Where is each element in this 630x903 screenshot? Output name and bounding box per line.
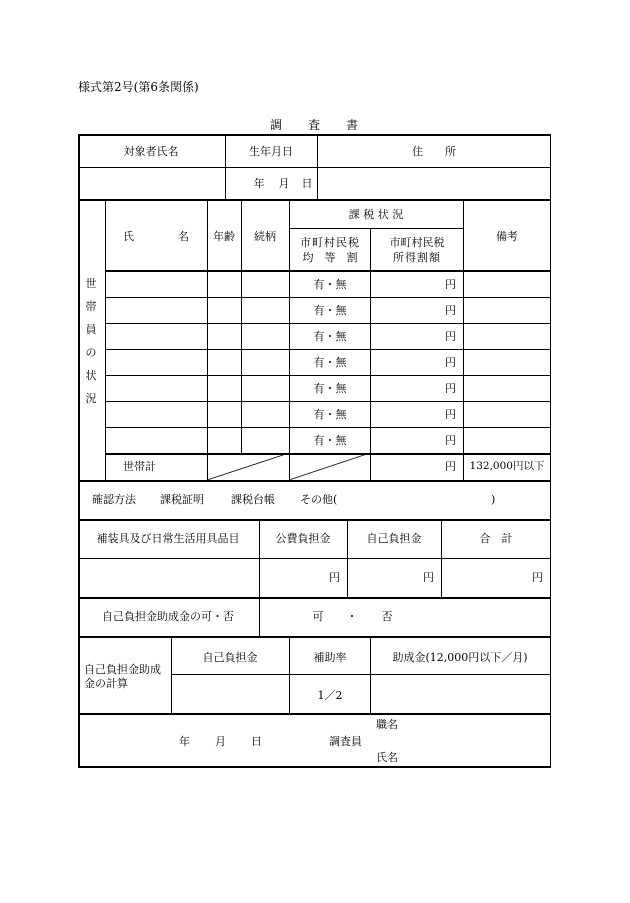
- yen-unit: 円: [445, 304, 456, 317]
- items-total-label: 合 計: [479, 532, 513, 545]
- yes-no-option[interactable]: 有・無: [313, 434, 347, 447]
- calc-label-2: 金の計算: [84, 677, 128, 690]
- calc-rate-value: 1／2: [317, 689, 343, 702]
- calc-self-burden: 自己負担金: [202, 651, 258, 664]
- yes-no-option[interactable]: 有・無: [313, 304, 347, 317]
- col-name: 氏 名: [123, 230, 189, 243]
- total-age-relation-diagonal: [207, 453, 289, 480]
- footer-day: 日: [251, 735, 262, 748]
- investigator-label: 調査員: [329, 735, 362, 748]
- grant-ok[interactable]: 可: [312, 610, 324, 623]
- birth-year: 年: [253, 177, 265, 190]
- total-limit: 132,000円以下: [469, 460, 545, 472]
- total-label: 世帯計: [123, 460, 156, 473]
- yes-no-option[interactable]: 有・無: [313, 356, 347, 369]
- col-age: 年齢: [213, 230, 235, 243]
- yes-no-option[interactable]: 有・無: [313, 278, 347, 291]
- self-burden-label: 自己負担金: [366, 532, 422, 545]
- name-label: 対象者氏名: [123, 145, 179, 158]
- calc-label-1: 自己負担金助成: [84, 663, 161, 676]
- public-burden-yen: 円: [329, 571, 340, 584]
- col-tax-status: 課 税 状 況: [348, 208, 404, 221]
- birth-day: 日: [301, 177, 313, 190]
- public-burden-label: 公費負担金: [275, 532, 331, 545]
- birth-label: 生年月日: [249, 145, 293, 158]
- col-relation: 続柄: [254, 230, 276, 243]
- grant-ng[interactable]: 否: [381, 610, 393, 623]
- yen-unit: 円: [445, 278, 456, 291]
- col-tax-equal-1: 市町村民税: [300, 236, 360, 249]
- confirm-ledger[interactable]: 課税台帳: [231, 493, 275, 506]
- yen-unit: 円: [445, 382, 456, 395]
- side-char: の: [85, 346, 97, 359]
- self-burden-yen: 円: [423, 571, 434, 584]
- side-char: 況: [85, 392, 97, 405]
- yen-unit: 円: [445, 434, 456, 447]
- side-char: 世: [85, 277, 97, 290]
- side-char: 員: [85, 323, 97, 336]
- col-remarks: 備考: [496, 230, 518, 243]
- grant-dot: ・: [346, 610, 358, 623]
- yes-no-option[interactable]: 有・無: [313, 382, 347, 395]
- yes-no-option[interactable]: 有・無: [313, 408, 347, 421]
- title-char-1: 調: [269, 118, 283, 132]
- calc-rate-label: 補助率: [313, 651, 347, 664]
- calc-grant-label: 助成金(12,000円以下／月): [392, 651, 528, 664]
- col-tax-equal-2: 均 等 割: [302, 251, 358, 264]
- form-code: 様式第2号(第6条関係): [78, 80, 199, 94]
- confirm-close-paren: ): [491, 493, 496, 506]
- title-char-3: 書: [345, 118, 359, 132]
- col-tax-income-2: 所得割額: [393, 251, 441, 264]
- confirm-label: 確認方法: [92, 493, 136, 506]
- yen-unit: 円: [445, 408, 456, 421]
- yen-unit: 円: [445, 356, 456, 369]
- yes-no-option[interactable]: 有・無: [313, 330, 347, 343]
- yen-unit: 円: [445, 330, 456, 343]
- items-label: 補装具及び日常生活用具品目: [96, 532, 240, 545]
- address-label: 住 所: [412, 145, 456, 158]
- confirm-other[interactable]: その他(: [300, 493, 338, 506]
- person-name-label: 氏名: [376, 751, 398, 764]
- items-total-yen: 円: [532, 571, 543, 584]
- footer-month: 月: [215, 735, 226, 748]
- grant-label: 自己負担金助成金の可・否: [102, 610, 234, 623]
- total-tax-equal-diagonal: [289, 453, 370, 480]
- side-char: 状: [85, 369, 97, 382]
- side-char: 帯: [85, 300, 97, 313]
- footer-year: 年: [179, 735, 190, 748]
- title-char-2: 査: [307, 118, 321, 132]
- birth-month: 月: [278, 177, 290, 190]
- confirm-certificate[interactable]: 課税証明: [160, 493, 204, 506]
- total-yen: 円: [445, 460, 456, 473]
- job-title-label: 職名: [376, 718, 398, 731]
- col-tax-income-1: 市町村民税: [389, 236, 445, 249]
